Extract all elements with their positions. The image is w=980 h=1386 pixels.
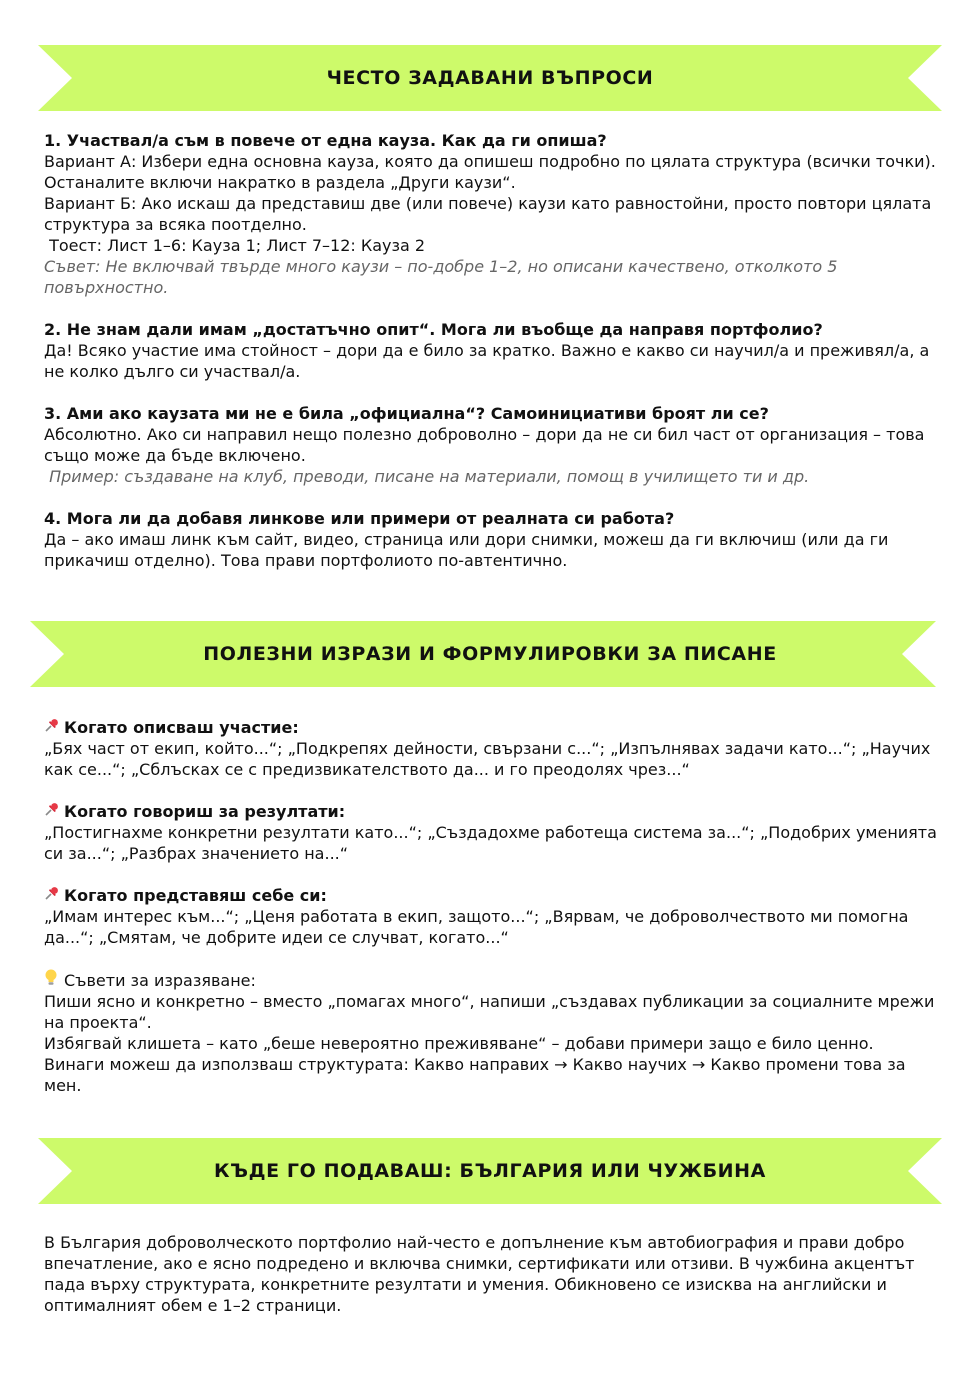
faq-section-title: ЧЕСТО ЗАДАВАНИ ВЪПРОСИ	[326, 67, 654, 89]
phrases-section-title: ПОЛЕЗНИ ИЗРАЗИ И ФОРМУЛИРОВКИ ЗА ПИСАНЕ	[203, 643, 777, 665]
phrase-group-text: „Постигнахме конкретни резултати като...“; „Създадохме работеща система за...“; „Подобрих уменията си за...“; „Разбрах значението на...“	[44, 823, 937, 863]
tip-line: Винаги можеш да използваш структурата: Какво направих → Какво научих → Какво промени това за мен.	[44, 1055, 906, 1095]
faq-answer-line: Абсолютно. Ако си направил нещо полезно доброволно – дори да не си бил част от организация – това също може да бъде включено.	[44, 425, 925, 465]
faq-item	[44, 319, 940, 382]
lightbulb-icon	[44, 969, 60, 991]
faq-question: 1. Участвал/а съм в повече от една кауза. Как да ги опиша?	[44, 131, 607, 150]
where-text: В България доброволческото портфолио най-често е допълнение към автобиография и прави добро впечатление, ако е ясно подредено и включва снимки, сертификати или отзиви. В чужбина акцентът пада върху структурата, конкретните резултати и умения. Обикновено се изисква на английски и оптималният обем е 1–2 страници.	[44, 1233, 915, 1315]
faq-answer-line: Да! Всяко участие има стойност – дори да е било за кратко. Важно е какво си научил/а и преживял/а, а не колко дълго си участвал/а.	[44, 341, 930, 381]
phrase-group-heading: Когато описваш участие:	[64, 718, 299, 737]
tips-heading: Съвети за изразяване:	[64, 971, 256, 990]
faq-item	[44, 130, 940, 298]
phrase-group	[44, 717, 940, 780]
faq-question: 4. Мога ли да добавя линкове или примери от реалната си работа?	[44, 509, 675, 528]
faq-question: 2. Не знам дали имам „достатъчно опит“. Мога ли въобще да направя портфолио?	[44, 320, 823, 339]
where-section-title: КЪДЕ ГО ПОДАВАШ: БЪЛГАРИЯ ИЛИ ЧУЖБИНА	[214, 1160, 766, 1182]
pushpin-icon	[44, 801, 62, 822]
phrase-group	[44, 885, 940, 948]
tips-group	[44, 969, 940, 1096]
faq-answer-line: Вариант А: Избери една основна кауза, която да опишеш подробно по цялата структура (всички точки). Останалите включи накратко в раздела „Други каузи“.	[44, 152, 936, 192]
phrase-group-heading: Когато говориш за резултати:	[64, 802, 346, 821]
tip-line: Пиши ясно и конкретно – вместо „помагах много“, напиши „създавах публикации за социалните мрежи на проекта“.	[44, 992, 935, 1032]
faq-answer-line: Тоест: Лист 1–6: Кауза 1; Лист 7–12: Кауза 2	[44, 236, 426, 255]
phrases-section	[44, 717, 940, 1117]
tip-line: Избягвай клишета – като „беше невероятно преживяване“ – добави примери защо е било ценно.	[44, 1034, 874, 1053]
phrase-group	[44, 801, 940, 864]
faq-item	[44, 508, 940, 571]
faq-item	[44, 403, 940, 487]
faq-answer-line: Вариант Б: Ако искаш да представиш две (или повече) каузи като равностойни, просто повтори цялата структура за всяка поотделно.	[44, 194, 932, 234]
phrases-banner	[0, 621, 980, 687]
where-banner	[0, 1138, 980, 1204]
phrase-group-heading: Когато представяш себе си:	[64, 886, 327, 905]
faq-question: 3. Ами ако каузата ми не е била „официална“? Самоинициативи броят ли се?	[44, 404, 769, 423]
phrase-group-text: „Бях част от екип, който...“; „Подкрепях дейности, свързани с...“; „Изпълнявах задачи като...“; „Научих как се...“; „Сблъсках се с предизвикателството да... и го преодолях чрез...“	[44, 739, 931, 779]
faq-section	[44, 130, 940, 592]
faq-tip: Пример: създаване на клуб, преводи, писане на материали, помощ в училището ти и др.	[44, 467, 810, 486]
faq-answer-line: Да – ако имаш линк към сайт, видео, страница или дори снимки, можеш да ги включиш (или да ги прикачиш отделно). Това прави портфолиото по-автентично.	[44, 530, 889, 570]
faq-tip: Съвет: Не включвай твърде много каузи – по-добре 1–2, но описани качествено, отколкото 5 повърхностно.	[44, 257, 838, 297]
where-section	[44, 1232, 940, 1316]
faq-banner	[0, 45, 980, 111]
pushpin-icon	[44, 717, 62, 738]
pushpin-icon	[44, 885, 62, 906]
phrase-group-text: „Имам интерес към...“; „Ценя работата в екип, защото...“; „Вярвам, че доброволчеството ми помогна да...“; „Смятам, че добрите идеи се случват, когато...“	[44, 907, 909, 947]
